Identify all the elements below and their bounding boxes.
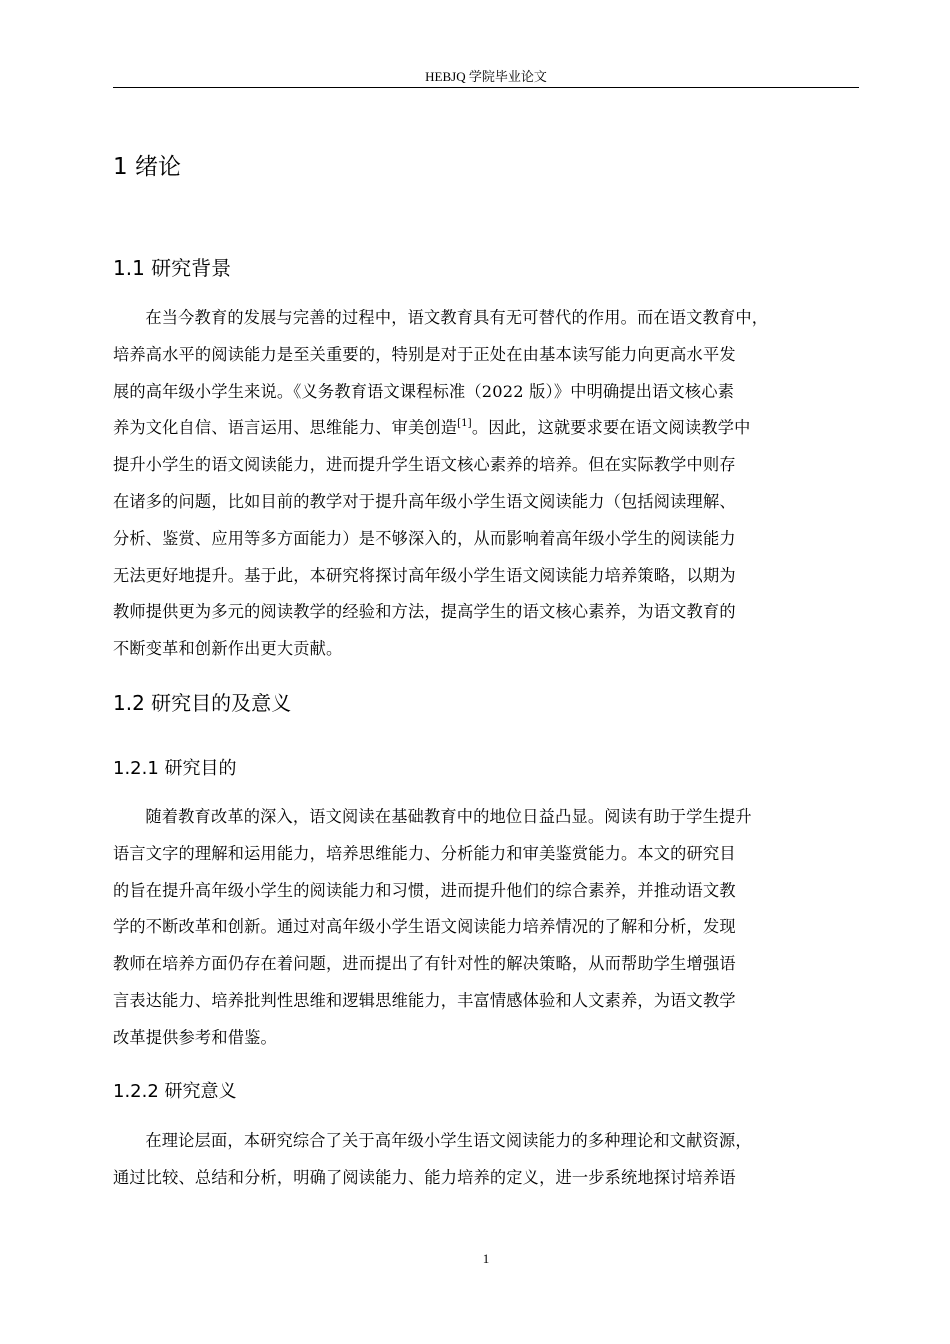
section-title-1-2-2: 1.2.2 研究意义 [113, 1081, 237, 1102]
section-title-1-2-1: 1.2.1 研究目的 [113, 758, 237, 779]
text-line: 在理论层面，本研究综合了关于高年级小学生语文阅读能力的多种理论和文献资源， [145, 1131, 752, 1150]
citation-marker: [1] [457, 418, 472, 430]
section-title-1-2: 1.2 研究目的及意义 [113, 691, 292, 715]
text-line: 在诸多的问题，比如目前的教学对于提升高年级小学生语文阅读能力（包括阅读理解、 [113, 491, 736, 511]
text-line: 展的高年级小学生来说。《义务教育语文课程标准（2022 版）》中明确提出语文核心素 [113, 381, 735, 401]
text-segment: 。因此，这就要求要在语文阅读教学中 [471, 418, 751, 438]
chapter-title: 1 绪论 [113, 154, 181, 180]
text-line: 无法更好地提升。基于此，本研究将探讨高年级小学生语文阅读能力培养策略，以期为 [113, 565, 736, 585]
text-line: 语言文字的理解和运用能力，培养思维能力、分析能力和审美鉴赏能力。本文的研究目 [113, 843, 736, 863]
text-line: 随着教育改革的深入，语文阅读在基础教育中的地位日益凸显。阅读有助于学生提升 [145, 807, 752, 826]
text-line: 学的不断改革和创新。通过对高年级小学生语文阅读能力培养情况的了解和分析，发现 [113, 917, 736, 937]
text-segment: 养为文化自信、语言运用、思维能力、审美创造 [113, 418, 458, 438]
text-line: 的旨在提升高年级小学生的阅读能力和习惯，进而提升他们的综合素养，并推动语文教 [113, 880, 736, 900]
text-line: 通过比较、总结和分析，明确了阅读能力、能力培养的定义，进一步系统地探讨培养语 [113, 1167, 736, 1187]
text-line: 提升小学生的语文阅读能力，进而提升学生语文核心素养的培养。但在实际教学中则存 [113, 455, 736, 475]
section-title-1-1: 1.1 研究背景 [113, 256, 232, 280]
text-line: 教师提供更为多元的阅读教学的经验和方法，提高学生的语文核心素养，为语文教育的 [113, 602, 736, 622]
text-line: 分析、鉴赏、应用等多方面能力）是不够深入的，从而影响着高年级小学生的阅读能力 [113, 528, 736, 548]
paragraph-research-background [113, 300, 859, 668]
paragraph-research-purpose [113, 799, 859, 1057]
text-line: 言表达能力、培养批判性思维和逻辑思维能力，丰富情感体验和人文素养，为语文教学 [113, 990, 736, 1010]
text-line: 培养高水平的阅读能力是至关重要的，特别是对于正处在由基本读写能力向更高水平发 [113, 344, 736, 364]
page-header: HEBJQ 学院毕业论文 [425, 69, 547, 84]
text-line: 不断变革和创新作出更大贡献。 [113, 639, 343, 659]
text-line: 教师在培养方面仍存在着问题，进而提出了有针对性的解决策略，从而帮助学生增强语 [113, 954, 736, 974]
page-number: 1 [482, 1251, 490, 1266]
text-line: 改革提供参考和借鉴。 [113, 1027, 277, 1047]
text-line: 在当今教育的发展与完善的过程中，语文教育具有无可替代的作用。而在语文教育中， [145, 308, 769, 327]
paragraph-research-significance [113, 1123, 859, 1197]
text-line-with-citation [113, 410, 859, 447]
header-rule [113, 87, 859, 88]
